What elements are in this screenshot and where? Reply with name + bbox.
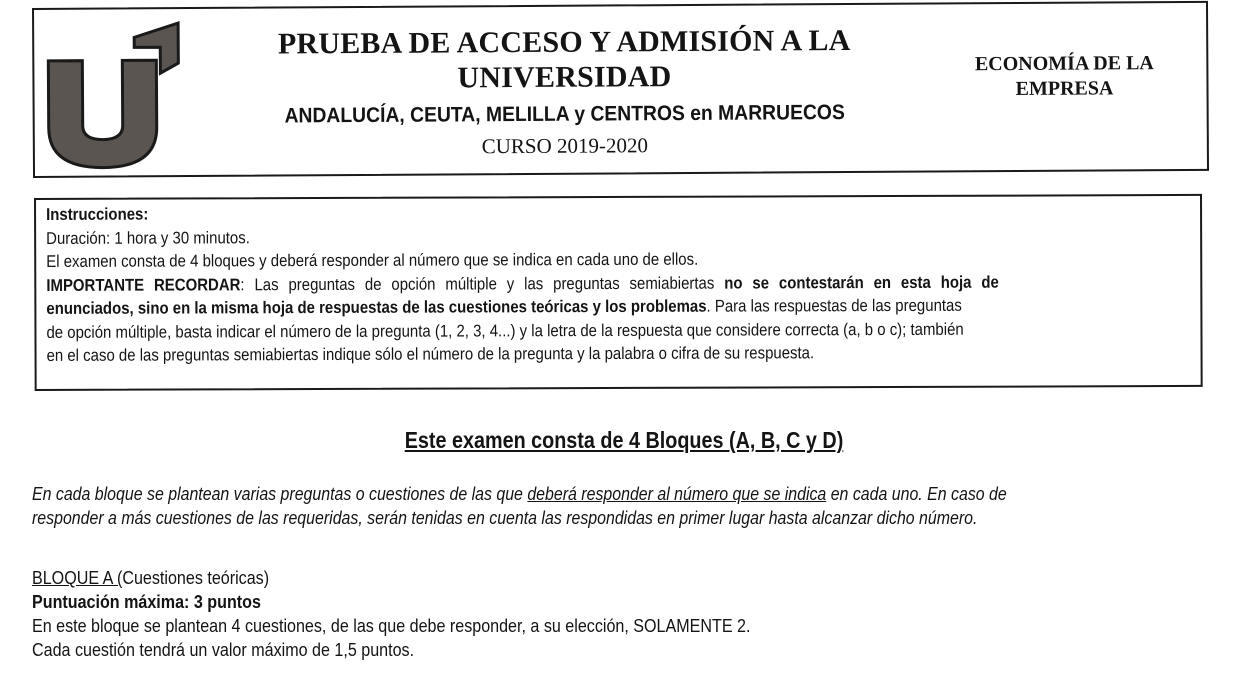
subject-line1: ECONOMÍA DE LA <box>974 52 1154 76</box>
subject-line2: EMPRESA <box>1015 77 1114 100</box>
intro-paragraph <box>32 482 1193 530</box>
exam-region: ANDALUCÍA, CEUTA, MELILLA y CENTROS en MARRUECOS <box>284 101 845 128</box>
instructions-important-4: en el caso de las preguntas semiabiertas indique sólo el número de la pregunta y la palabra o cifra de su respuesta. <box>46 343 815 365</box>
important-bold-2: enunciados, sino en la misma hoja de respuestas de las cuestiones teóricas y los problemas <box>46 296 707 318</box>
exam-title-line1: PRUEBA DE ACCESO Y ADMISIÓN A LA <box>277 24 851 61</box>
important-text-2: . Para las respuestas de las preguntas <box>706 295 962 316</box>
exam-title-line2: UNIVERSIDAD <box>457 60 672 95</box>
exam-course: CURSO 2019-2020 <box>481 133 649 159</box>
bloque-a-rule: En este bloque se plantean 4 cuestiones, de las que debe responder, a su elección, SOLAMENTE 2. <box>32 615 751 636</box>
title-block <box>254 23 875 161</box>
intro-text-2: en cada uno. En caso de <box>826 483 1007 504</box>
section-heading <box>0 426 1248 454</box>
bloque-a-subtitle: Cuestiones teóricas) <box>122 567 270 588</box>
exam-header <box>32 1 1209 178</box>
important-bold-1: no se contestarán en esta hoja de <box>724 272 999 293</box>
bloque-a-max-score: Puntuación máxima: 3 puntos <box>32 591 261 612</box>
bloque-a-label: BLOQUE A ( <box>32 567 123 588</box>
bloque-a-title <box>32 566 750 590</box>
intro-text-1: En cada bloque se plantean varias preguntas o cuestiones de las que <box>32 483 528 504</box>
instructions-heading: Instrucciones: <box>46 204 149 224</box>
bloque-a-value: Cada cuestión tendrá un valor máximo de 1,5 puntos. <box>32 639 415 660</box>
section-heading-text: Este examen consta de 4 Bloques (A, B, C y D) <box>404 427 844 453</box>
bloque-a <box>32 566 750 662</box>
intro-underlined: deberá responder al número que se indica <box>527 483 827 504</box>
intro-line1 <box>32 482 1193 506</box>
instructions-important-3: de opción múltiple, basta indicar el número de la pregunta (1, 2, 3, 4...) y la letra de la respuesta que considere correcta (a, b o c); también <box>46 319 964 342</box>
instructions-box <box>34 194 1203 391</box>
instructions-important-2 <box>46 293 1053 320</box>
university-logo-icon <box>44 15 185 171</box>
intro-line2: responder a más cuestiones de las requeridas, serán tenidas en cuenta las respondidas en primer lugar hasta alcanzar dicho número. <box>32 507 978 528</box>
important-text-1: : Las preguntas de opción múltiple y las preguntas semiabiertas <box>240 273 725 294</box>
important-label: IMPORTANTE RECORDAR <box>46 274 241 295</box>
instructions-important-1 <box>46 270 1053 297</box>
instructions-duration: Duración: 1 hora y 30 minutos. <box>46 227 250 248</box>
exam-subject <box>939 51 1189 103</box>
instructions-blocks-note: El examen consta de 4 bloques y deberá responder al número que se indica en cada uno de ellos. <box>46 249 699 271</box>
